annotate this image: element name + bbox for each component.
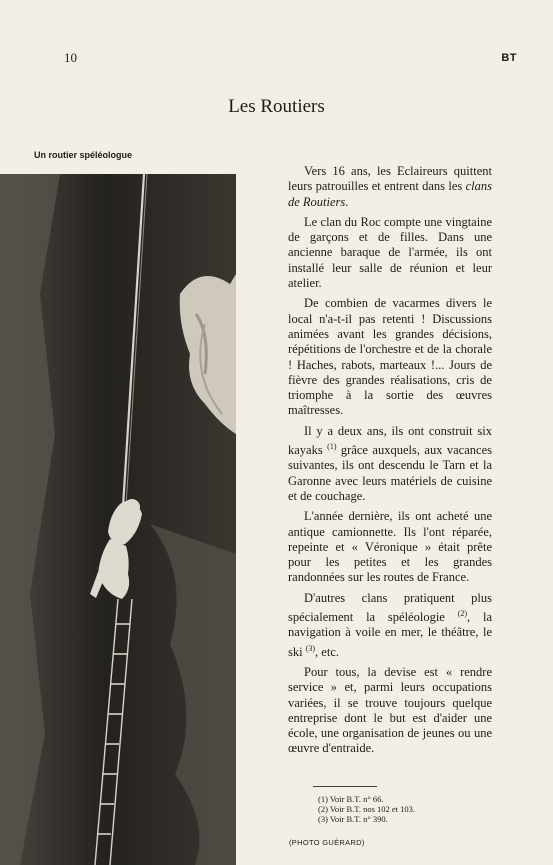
paragraph-3: De combien de vacarmes divers le local n'a-t-il pas retenti ! Discussions animées avant les grandes décisions, répétitions de l'orchestre et de la chorale ! Haches, rabots, marteaux !... Jours de fièvre des grandes réalisations, cris de triomphe à la sortie des œuvres maîtresses. bbox=[288, 296, 492, 418]
paragraph-7: Pour tous, la devise est « rendre service » et, parmi leurs occupations variées, il se trouve toujours quelque entreprise dont le but est d'aider une école, une organisation de jeunes ou une œuvre d'entraide. bbox=[288, 664, 492, 756]
photo-caption: Un routier spéléologue bbox=[34, 150, 133, 160]
body-text bbox=[288, 164, 492, 762]
footnote-3: (3) Voir B.T. n° 390. bbox=[318, 814, 388, 824]
page-title: Les Routiers bbox=[228, 96, 325, 117]
caving-photo bbox=[0, 174, 236, 865]
page-number: 10 bbox=[64, 50, 77, 65]
photo-credit: (PHOTO GUÉRARD) bbox=[289, 838, 365, 847]
paragraph-1: Vers 16 ans, les Eclaireurs quittent leurs patrouilles et entrent dans les clans de Routiers. bbox=[288, 164, 492, 209]
header-tag: BT bbox=[501, 52, 517, 64]
footnote-1: (1) Voir B.T. n° 66. bbox=[318, 794, 384, 804]
footnotes bbox=[318, 794, 415, 824]
paragraph-4: Il y a deux ans, ils ont construit six kayaks $^{(1)}$ grâce auxquels, aux vacances suivantes, ils ont descendu le Tarn et la Garonne avec leurs matériels de cuisine et de couchage. bbox=[288, 423, 492, 503]
paragraph-6: D'autres clans pratiquent plus spécialement la spéléologie $^{(2)}$, la navigation à voile en mer, le théâtre, le ski $^{(3)}$, etc. bbox=[288, 590, 492, 659]
footnote-2: (2) Voir B.T. nos 102 et 103. bbox=[318, 804, 416, 814]
footnote-divider bbox=[313, 786, 377, 787]
paragraph-2: Le clan du Roc compte une vingtaine de garçons et de filles. Dans une ancienne baraque de l'armée, ils ont installé leur salle de réunion et leur atelier. bbox=[288, 214, 492, 291]
paragraph-5: L'année dernière, ils ont acheté une antique camionnette. Ils l'ont réparée, repeinte et « Véronique » était prête pour les petites et les grandes randonnées sur les routes de France. bbox=[288, 509, 492, 585]
